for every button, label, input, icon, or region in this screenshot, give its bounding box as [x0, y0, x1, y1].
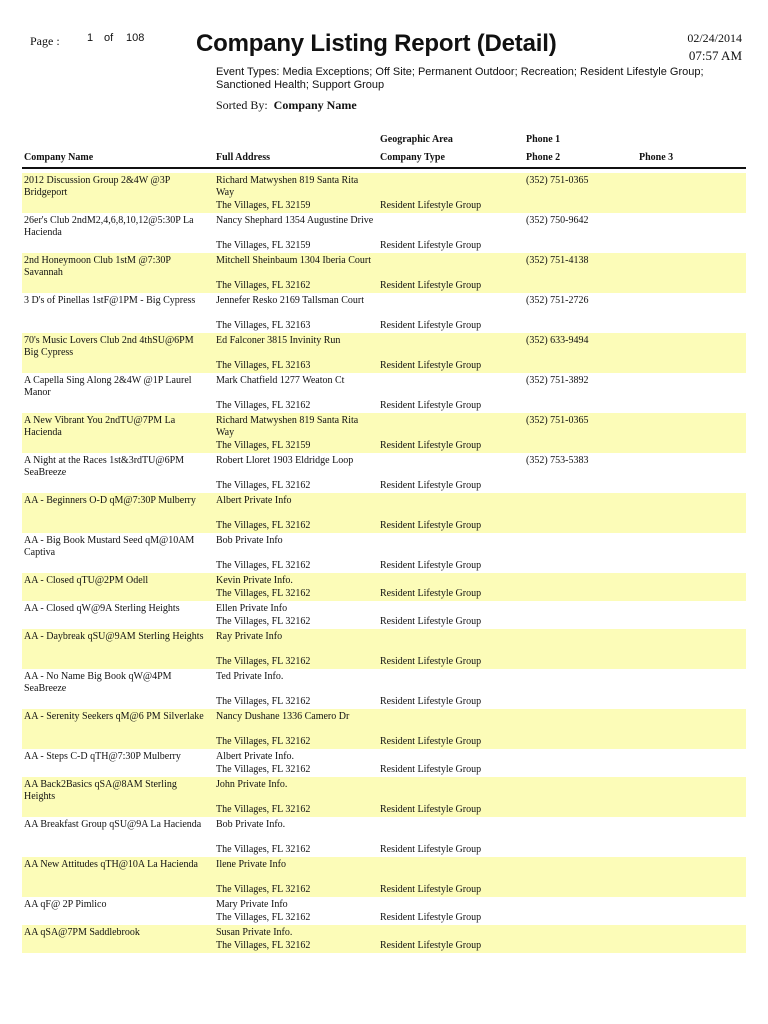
table-row	[22, 777, 746, 817]
phone-1: (352) 751-0365	[526, 175, 589, 186]
city-state-zip: The Villages, FL 32162	[216, 736, 311, 747]
full-address: Richard Matwyshen 819 Santa Rita Way	[216, 415, 359, 438]
full-address: Mitchell Sheinbaum 1304 Iberia Court	[216, 255, 371, 266]
table-row	[22, 533, 746, 573]
table-row	[22, 857, 746, 897]
table-row	[22, 629, 746, 669]
page-label: Page :	[30, 34, 60, 48]
full-address: Ellen Private Info	[216, 603, 288, 614]
company-name: AA Back2Basics qSA@8AM Sterling Heights	[24, 779, 177, 802]
phone-1: (352) 751-2726	[526, 295, 589, 306]
company-type: Resident Lifestyle Group	[380, 240, 482, 251]
city-state-zip: The Villages, FL 32162	[216, 560, 311, 571]
full-address: Albert Private Info.	[216, 751, 295, 762]
city-state-zip: The Villages, FL 32159	[216, 440, 311, 451]
company-type: Resident Lifestyle Group	[380, 440, 482, 451]
company-name: A Capella Sing Along 2&4W @1P Laurel Manor	[24, 375, 192, 398]
sorted-by-label: Sorted By:	[216, 98, 268, 112]
city-state-zip: The Villages, FL 32162	[216, 764, 311, 775]
header-rule	[22, 167, 746, 169]
phone-1: (352) 751-0365	[526, 415, 589, 426]
city-state-zip: The Villages, FL 32162	[216, 844, 311, 855]
city-state-zip: The Villages, FL 32162	[216, 520, 311, 531]
full-address: Susan Private Info.	[216, 927, 293, 938]
city-state-zip: The Villages, FL 32162	[216, 588, 311, 599]
company-name: AA Breakfast Group qSU@9A La Hacienda	[24, 819, 202, 830]
city-state-zip: The Villages, FL 32162	[216, 884, 311, 895]
table-row	[22, 817, 746, 857]
city-state-zip: The Villages, FL 32162	[216, 280, 311, 291]
full-address: Kevin Private Info.	[216, 575, 293, 586]
table-row	[22, 173, 746, 213]
city-state-zip: The Villages, FL 32163	[216, 360, 311, 371]
company-type: Resident Lifestyle Group	[380, 884, 482, 895]
company-type: Resident Lifestyle Group	[380, 616, 482, 627]
company-type: Resident Lifestyle Group	[380, 912, 482, 923]
city-state-zip: The Villages, FL 32159	[216, 240, 311, 251]
company-name: AA qSA@7PM Saddlebrook	[24, 927, 140, 938]
city-state-zip: The Villages, FL 32163	[216, 320, 311, 331]
header-geographic-area: Geographic Area	[380, 134, 453, 145]
report-title: Company Listing Report (Detail)	[196, 30, 557, 57]
company-type: Resident Lifestyle Group	[380, 656, 482, 667]
full-address: Bob Private Info.	[216, 819, 286, 830]
full-address: Bob Private Info	[216, 535, 283, 546]
full-address: Ted Private Info.	[216, 671, 284, 682]
city-state-zip: The Villages, FL 32162	[216, 400, 311, 411]
table-row	[22, 669, 746, 709]
company-name: 70's Music Lovers Club 2nd 4thSU@6PM Big Cypress	[24, 335, 194, 358]
company-type: Resident Lifestyle Group	[380, 480, 482, 491]
city-state-zip: The Villages, FL 32162	[216, 804, 311, 815]
company-name: 2012 Discussion Group 2&4W @3P Bridgeport	[24, 175, 170, 198]
company-name: AA New Attitudes qTH@10A La Hacienda	[24, 859, 198, 870]
page-total: 108	[126, 32, 145, 44]
company-name: AA - Steps C-D qTH@7:30P Mulberry	[24, 751, 181, 762]
table-row	[22, 709, 746, 749]
header-phone2: Phone 2	[526, 152, 561, 163]
company-type: Resident Lifestyle Group	[380, 736, 482, 747]
company-name: A Night at the Races 1st&3rdTU@6PM SeaBreeze	[24, 455, 185, 478]
phone-1: (352) 750-9642	[526, 215, 589, 226]
phone-1: (352) 751-3892	[526, 375, 589, 386]
page-number: 1	[87, 32, 94, 44]
full-address: Mark Chatfield 1277 Weaton Ct	[216, 375, 345, 386]
company-type: Resident Lifestyle Group	[380, 280, 482, 291]
company-name: A New Vibrant You 2ndTU@7PM La Hacienda	[24, 415, 176, 438]
header-phone3: Phone 3	[639, 152, 674, 163]
company-type: Resident Lifestyle Group	[380, 400, 482, 411]
header-full-address: Full Address	[216, 152, 270, 163]
full-address: Mary Private Info	[216, 899, 288, 910]
company-type: Resident Lifestyle Group	[380, 200, 482, 211]
company-name: AA qF@ 2P Pimlico	[24, 899, 107, 910]
full-address: Ray Private Info	[216, 631, 283, 642]
phone-1: (352) 633-9494	[526, 335, 589, 346]
city-state-zip: The Villages, FL 32162	[216, 480, 311, 491]
company-type: Resident Lifestyle Group	[380, 560, 482, 571]
header-company-name: Company Name	[24, 152, 94, 163]
table-row	[22, 493, 746, 533]
company-type: Resident Lifestyle Group	[380, 696, 482, 707]
city-state-zip: The Villages, FL 32159	[216, 200, 311, 211]
full-address: Robert Lloret 1903 Eldridge Loop	[216, 455, 354, 466]
phone-1: (352) 753-5383	[526, 455, 589, 466]
company-type: Resident Lifestyle Group	[380, 360, 482, 371]
full-address: Ilene Private Info	[216, 859, 286, 870]
company-type: Resident Lifestyle Group	[380, 764, 482, 775]
full-address: Jennefer Resko 2169 Tallsman Court	[216, 295, 364, 306]
full-address: Nancy Shephard 1354 Augustine Drive	[216, 215, 374, 226]
city-state-zip: The Villages, FL 32162	[216, 656, 311, 667]
company-name: AA - Closed qTU@2PM Odell	[24, 575, 149, 586]
company-name: 2nd Honeymoon Club 1stM @7:30P Savannah	[24, 255, 171, 278]
full-address: Ed Falconer 3815 Invinity Run	[216, 335, 341, 346]
report-time: 07:57 AM	[688, 48, 742, 63]
table-row	[22, 925, 746, 953]
company-table	[22, 173, 746, 953]
company-type: Resident Lifestyle Group	[380, 804, 482, 815]
city-state-zip: The Villages, FL 32162	[216, 616, 311, 627]
full-address: John Private Info.	[216, 779, 288, 790]
company-type: Resident Lifestyle Group	[380, 588, 482, 599]
company-name: AA - Serenity Seekers qM@6 PM Silverlake	[24, 711, 204, 722]
city-state-zip: The Villages, FL 32162	[216, 940, 311, 951]
company-name: AA - Big Book Mustard Seed qM@10AM Captiva	[24, 535, 195, 558]
company-name: AA - Beginners O-D qM@7:30P Mulberry	[24, 495, 196, 506]
table-row	[22, 253, 746, 293]
report-date: 02/24/2014	[687, 31, 742, 45]
company-name: AA - Daybreak qSU@9AM Sterling Heights	[24, 631, 204, 642]
company-name: 3 D's of Pinellas 1stF@1PM - Big Cypress	[24, 295, 196, 306]
company-type: Resident Lifestyle Group	[380, 520, 482, 531]
table-row	[22, 213, 746, 253]
company-type: Resident Lifestyle Group	[380, 320, 482, 331]
table-row	[22, 573, 746, 601]
company-type: Resident Lifestyle Group	[380, 940, 482, 951]
sorted-by	[216, 98, 357, 113]
event-types: Event Types: Media Exceptions; Off Site; Permanent Outdoor; Recreation; Resident Lifestyle Group; Sanctioned Health; Support Group	[216, 66, 704, 91]
city-state-zip: The Villages, FL 32162	[216, 696, 311, 707]
company-name: 26er's Club 2ndM2,4,6,8,10,12@5:30P La Hacienda	[24, 215, 194, 238]
sorted-by-value: Company Name	[273, 98, 357, 112]
header-phone1: Phone 1	[526, 134, 561, 145]
city-state-zip: The Villages, FL 32162	[216, 912, 311, 923]
table-row	[22, 373, 746, 413]
full-address: Albert Private Info	[216, 495, 292, 506]
table-row	[22, 413, 746, 453]
full-address: Nancy Dushane 1336 Camero Dr	[216, 711, 350, 722]
company-type: Resident Lifestyle Group	[380, 844, 482, 855]
phone-1: (352) 751-4138	[526, 255, 589, 266]
header-company-type: Company Type	[380, 152, 445, 163]
table-row	[22, 897, 746, 925]
full-address: Richard Matwyshen 819 Santa Rita Way	[216, 175, 359, 198]
table-row	[22, 333, 746, 373]
table-row	[22, 293, 746, 333]
table-row	[22, 601, 746, 629]
company-name: AA - Closed qW@9A Sterling Heights	[24, 603, 180, 614]
company-name: AA - No Name Big Book qW@4PM SeaBreeze	[24, 671, 172, 694]
page-of-label: of	[104, 32, 114, 44]
table-row	[22, 749, 746, 777]
table-row	[22, 453, 746, 493]
